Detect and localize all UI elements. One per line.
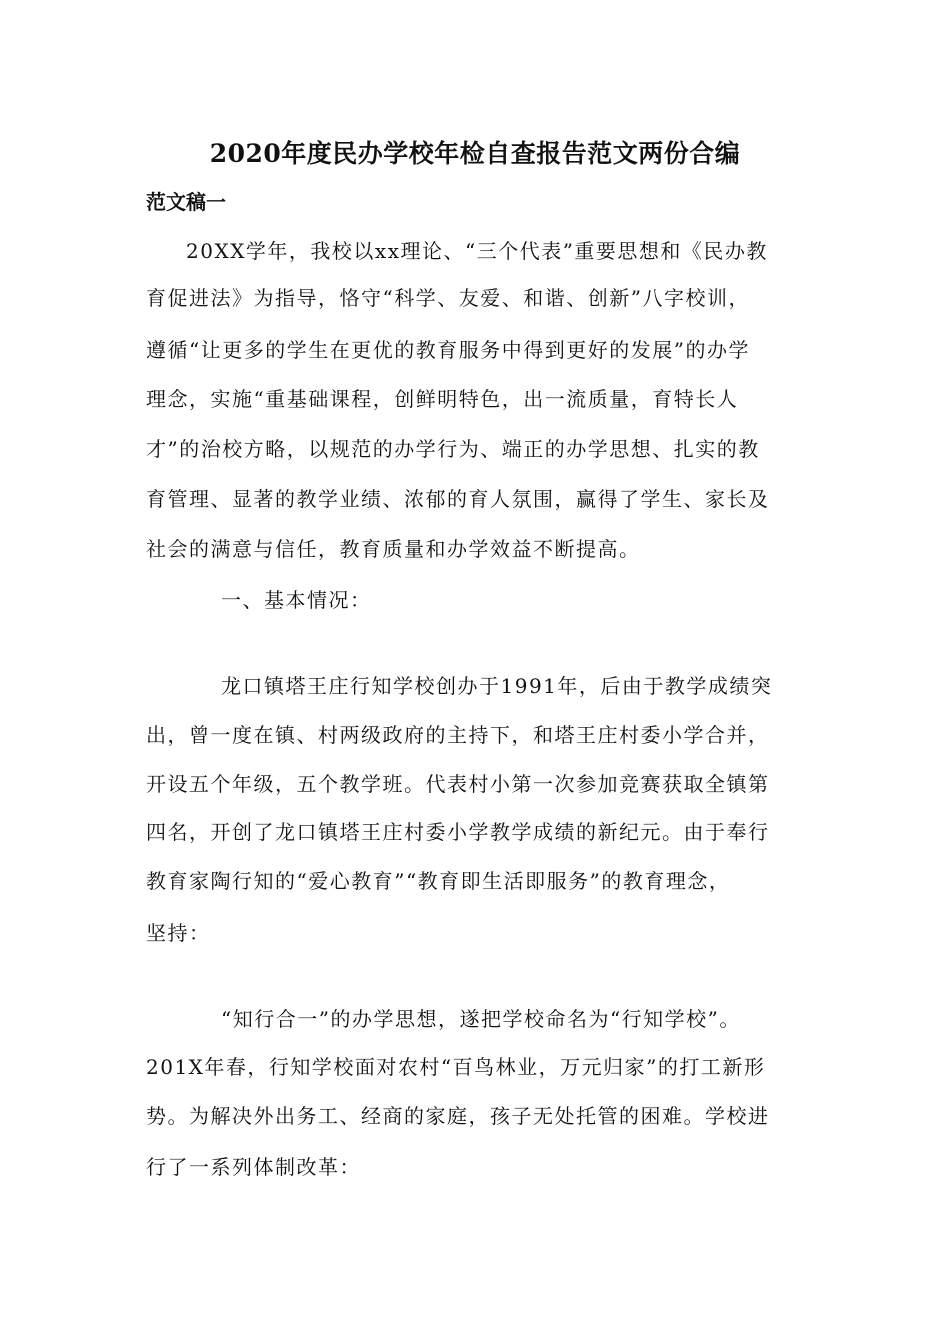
- paragraph-line: 教育家陶行知的“爱心教育”“教育即生活即服务”的教育理念，: [146, 869, 731, 893]
- paragraph-line: 出，曾一度在镇、村两级政府的主持下，和塔王庄村委小学合并，: [146, 723, 770, 747]
- paragraph-line: 育管理、显著的教学业绩、浓郁的育人氛围，赢得了学生、家长及: [146, 487, 770, 511]
- section-heading: 一、基本情况：: [221, 588, 372, 612]
- paragraph-line: 20XX学年，我校以xx理论、“三个代表”重要思想和《民办教: [186, 239, 768, 263]
- paragraph-line: 开设五个年级，五个教学班。代表村小第一次参加竞赛获取全镇第: [146, 772, 770, 796]
- paragraph-line: 龙口镇塔王庄行知学校创办于1991年，后由于教学成绩突: [221, 674, 773, 698]
- paragraph-line: 育促进法》为指导，恪守“科学、友爱、和谐、创新”八字校训，: [146, 286, 750, 310]
- paragraph-line: 坚持：: [146, 921, 211, 945]
- paragraph-line: 四名，开创了龙口镇塔王庄村委小学教学成绩的新纪元。由于奉行: [146, 820, 770, 844]
- paragraph-line: 社会的满意与信任，教育质量和办学效益不断提高。: [146, 537, 641, 561]
- paragraph-line: 才”的治校方略，以规范的办学行为、端正的办学思想、扎实的教: [146, 437, 760, 461]
- paragraph-line: “知行合一”的办学思想，遂把学校命名为“行知学校”。: [221, 1007, 741, 1031]
- paragraph-line: 遵循“让更多的学生在更优的教育服务中得到更好的发展”的办学: [146, 338, 750, 362]
- paragraph-line: 势。为解决外出务工、经商的家庭，孩子无处托管的困难。学校进: [146, 1104, 770, 1128]
- document-title: 2020年度民办学校年检自查报告范文两份合编: [209, 139, 741, 168]
- paragraph-line: 理念，实施“重基础课程，创鲜明特色，出一流质量，育特长人: [146, 387, 739, 411]
- paragraph-line: 行了一系列体制改革：: [146, 1155, 361, 1179]
- section-subtitle: 范文稿一: [146, 190, 226, 214]
- paragraph-line: 201X年春，行知学校面对农村“百鸟林业，万元归家”的打工新形: [146, 1055, 766, 1079]
